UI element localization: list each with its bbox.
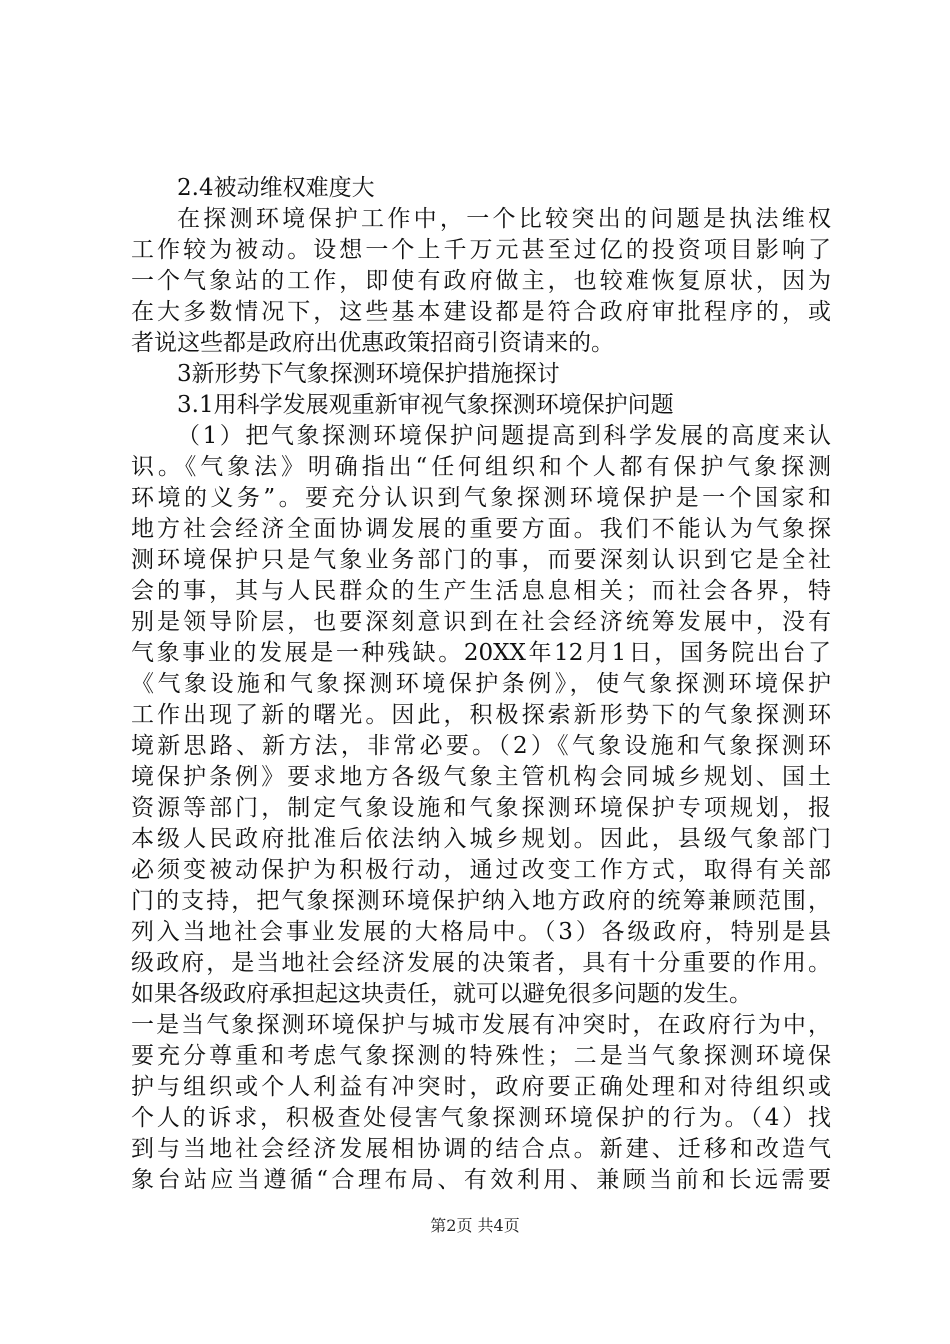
paragraph-line: 必须变被动保护为积极行动，通过改变工作方式，取得有关部: [131, 857, 831, 883]
paragraph-line: 本级人民政府批准后依法纳入城乡规划。因此，县级气象部门: [131, 826, 831, 852]
paragraph-line: 气象事业的发展是一种残缺。20XX年12月1日，国务院出台了: [131, 640, 831, 666]
paragraph-line: 地方社会经济全面协调发展的重要方面。我们不能认为气象探: [131, 516, 831, 542]
paragraph-line: 要充分尊重和考虑气象探测的特殊性；二是当气象探测环境保: [131, 1043, 831, 1069]
paragraph-line: （1）把气象探测环境保护问题提高到科学发展的高度来认: [177, 423, 831, 449]
section-heading-2-4: 2.4被动维权难度大: [177, 175, 375, 201]
paragraph-line: 者说这些都是政府出优惠政策招商引资请来的。: [131, 330, 614, 356]
paragraph-line: 资源等部门，制定气象设施和气象探测环境保护专项规划，报: [131, 795, 831, 821]
paragraph-line: 识。《气象法》明确指出“任何组织和个人都有保护气象探测: [131, 454, 831, 480]
paragraph-line: 一是当气象探测环境保护与城市发展有冲突时，在政府行为中，: [131, 1012, 831, 1038]
paragraph-line: 级政府，是当地社会经济发展的决策者，具有十分重要的作用。: [131, 950, 831, 976]
document-body: [131, 173, 831, 1196]
paragraph-line: 别是领导阶层，也要深刻意识到在社会经济统筹发展中，没有: [131, 609, 831, 635]
paragraph-line: 境新思路、新方法，非常必要。（2）《气象设施和气象探测环: [131, 733, 831, 759]
section-heading-3-1: 3.1用科学发展观重新审视气象探测环境保护问题: [177, 392, 674, 418]
paragraph-line: 一个气象站的工作，即使有政府做主，也较难恢复原状，因为: [131, 268, 831, 294]
paragraph-line: 门的支持，把气象探测环境保护纳入地方政府的统筹兼顾范围，: [131, 888, 831, 914]
paragraph-line: 在大多数情况下，这些基本建设都是符合政府审批程序的，或: [131, 299, 831, 325]
paragraph-line: 会的事，其与人民群众的生产生活息息相关；而社会各界，特: [131, 578, 831, 604]
paragraph-line: 到与当地社会经济发展相协调的结合点。新建、迁移和改造气: [131, 1136, 831, 1162]
paragraph-line: 《气象设施和气象探测环境保护条例》，使气象探测环境保护: [131, 671, 831, 697]
paragraph-line: 护与组织或个人利益有冲突时，政府要正确处理和对待组织或: [131, 1074, 831, 1100]
paragraph-line: 境保护条例》要求地方各级气象主管机构会同城乡规划、国土: [131, 764, 831, 790]
paragraph-line: 在探测环境保护工作中，一个比较突出的问题是执法维权: [177, 206, 831, 232]
paragraph-line: 列入当地社会事业发展的大格局中。（3）各级政府，特别是县: [131, 919, 831, 945]
paragraph-line: 工作出现了新的曙光。因此，积极探索新形势下的气象探测环: [131, 702, 831, 728]
paragraph-line: 工作较为被动。设想一个上千万元甚至过亿的投资项目影响了: [131, 237, 831, 263]
paragraph-line: 如果各级政府承担起这块责任，就可以避免很多问题的发生。: [131, 981, 752, 1007]
paragraph-line: 测环境保护只是气象业务部门的事，而要深刻认识到它是全社: [131, 547, 831, 573]
paragraph-line: 个人的诉求，积极查处侵害气象探测环境保护的行为。（4）找: [131, 1105, 831, 1131]
section-heading-3: 3新形势下气象探测环境保护措施探讨: [177, 361, 560, 387]
page-number-footer: 第2页 共4页: [430, 1216, 520, 1235]
paragraph-line: 象台站应当遵循“合理布局、有效利用、兼顾当前和长远需要: [131, 1167, 831, 1193]
paragraph-line: 环境的义务”。要充分认识到气象探测环境保护是一个国家和: [131, 485, 831, 511]
